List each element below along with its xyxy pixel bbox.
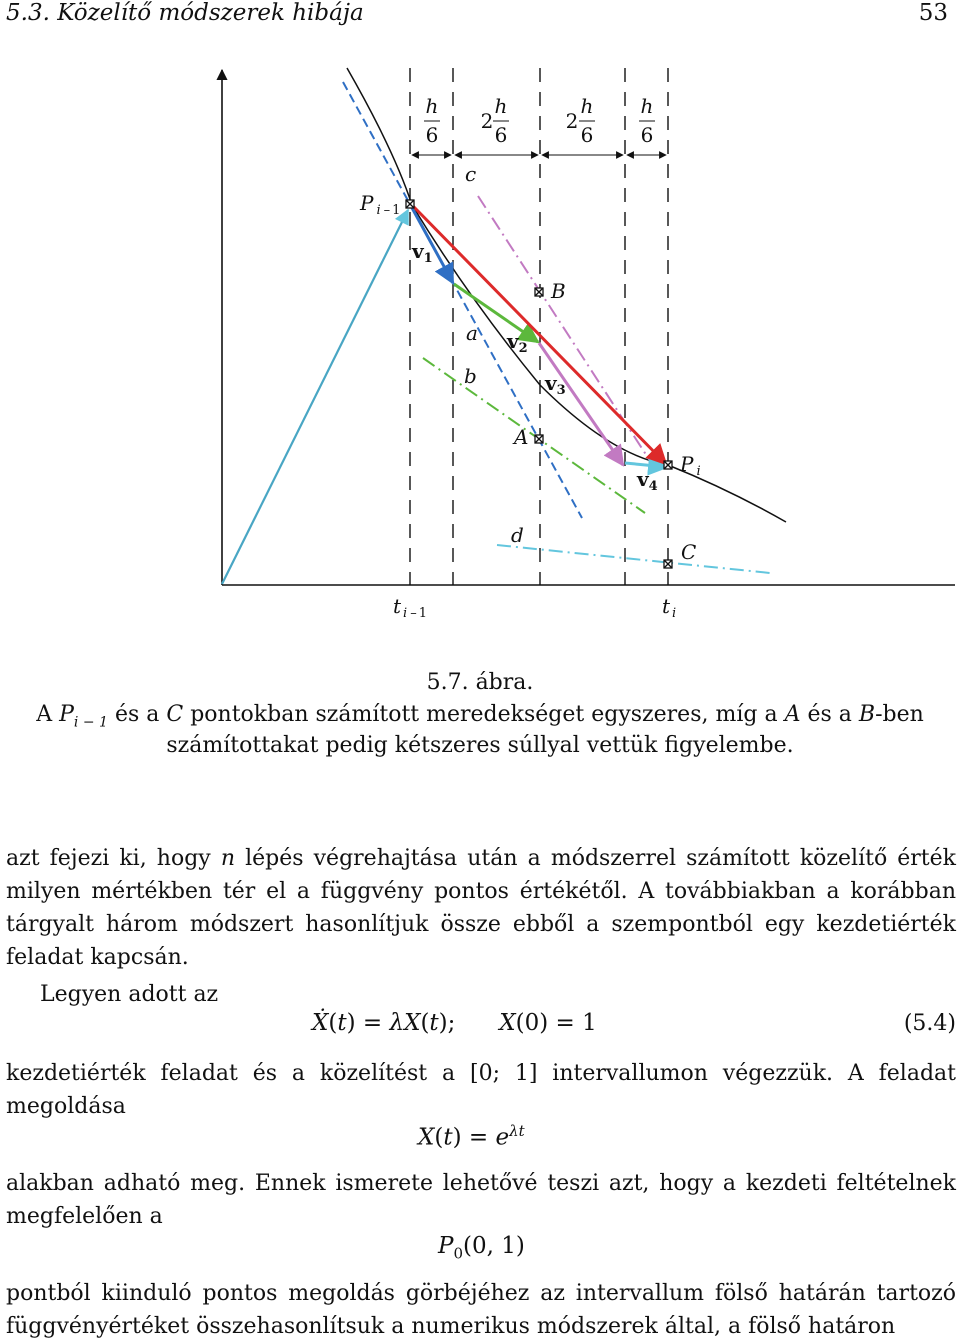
label-v1: $v_1$ (412, 239, 433, 266)
slope-line-b (423, 358, 645, 513)
vector-result (412, 205, 666, 464)
equation-solution: $X(t) = e^{\lambda t}$ (418, 1122, 525, 1151)
point-marker-P-i (664, 461, 672, 469)
frac-3-coef: 2 (565, 109, 579, 133)
label-t-i: t $_i$ (662, 594, 677, 621)
frac-2-coef: 2 (480, 109, 494, 133)
frac-4-num: h (640, 94, 654, 118)
point-marker-C (664, 560, 672, 568)
label-c: c (465, 162, 477, 186)
label-C: C (681, 540, 697, 564)
point-marker-B (535, 288, 543, 296)
paragraph-2: Legyen adott az (40, 982, 219, 1007)
page-header (6, 0, 948, 30)
label-v3: $v_3$ (545, 371, 566, 398)
label-v2: $v_2$ (507, 329, 528, 356)
equation-number: (5.4) (903, 1011, 956, 1036)
equation-5-4: Ẋ(t) = λX(t); X(0) = 1 (312, 1010, 597, 1036)
label-A: A (514, 425, 529, 449)
label-P-i-1: P $_i$ – 1 (360, 191, 401, 218)
frac-2-den: 6 (494, 123, 508, 147)
paragraph-1: azt fejezi ki, hogy n lépés végrehajtása után a módszerrel számított közelítő érték milyen mértékben tér el a függvény pontos értékétől. A továbbiakban a korábban tárgyalt három módszert hasonlítjuk össze ebből a szempontból egy kezdetiérték feladat kapcsán. (6, 846, 957, 970)
frac-1-num: h (425, 94, 439, 118)
equation-initial-point: $P_0(0$, 1) (438, 1233, 525, 1263)
frac-3-num: h (580, 94, 594, 118)
runge-kutta-figure (0, 40, 960, 630)
figure-caption-line-3: számítottakat pedig kétszeres súllyal vettük figyelembe. (166, 733, 794, 758)
label-d: d (511, 523, 524, 547)
label-a: a (466, 321, 478, 345)
frac-4-den: 6 (640, 123, 654, 147)
slope-line-d (497, 545, 770, 573)
point-marker-A (535, 435, 543, 443)
figure-caption-line-2: A $P_{i - 1}$ és a C pontokban számított meredekséget egyszeres, míg a A és a B-ben (36, 702, 924, 731)
slope-line-c (478, 196, 656, 470)
frac-1-den: 6 (425, 123, 439, 147)
solution-curve (347, 68, 786, 522)
label-b: b (464, 364, 477, 388)
paragraph-5: pontból kiinduló pontos megoldás görbéjéhez az intervallum fölső határán tartozó függvényértéket összehasonlítsuk a numerikus módszerek által, a fölső határon (6, 1281, 956, 1339)
frac-3-den: 6 (580, 123, 594, 147)
paragraph-4: alakban adható meg. Ennek ismerete lehetővé teszi azt, hogy a kezdeti feltételnek megfelelően a (6, 1171, 956, 1229)
paragraph-3: kezdetiérték feladat és a közelítést a [0; 1] intervallumon végezzük. A feladat megoldása (6, 1061, 956, 1119)
section-title: 5.3. Közelítő módszerek hibája (6, 0, 364, 26)
label-B: B (551, 279, 566, 303)
label-P-i: P $_i$ (680, 452, 701, 479)
frac-2-num: h (494, 94, 508, 118)
label-v4: $v_4$ (637, 467, 658, 494)
figure-caption-number: 5.7. ábra. (426, 670, 534, 695)
vertical-dashed-lines (410, 68, 668, 585)
point-marker-P-i-1 (406, 200, 414, 208)
page-number: 53 (918, 0, 948, 26)
label-t-i-1: t $_i$ – 1 (393, 594, 427, 621)
initial-slope-line (222, 210, 408, 584)
